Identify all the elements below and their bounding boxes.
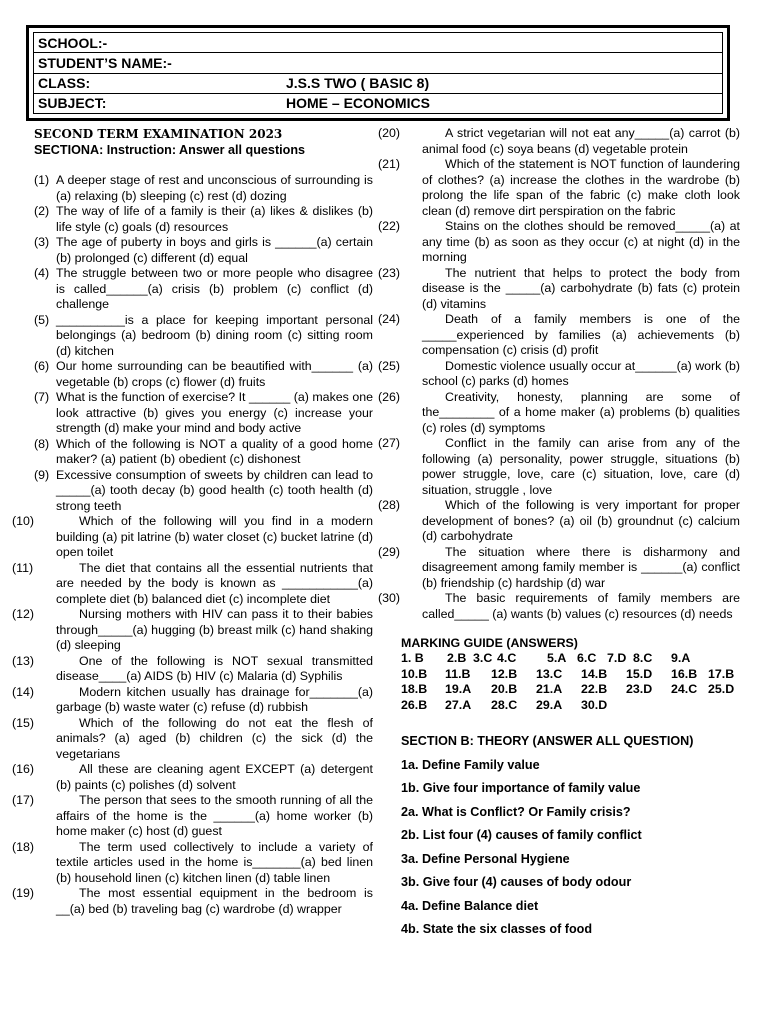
question-item: [378, 312, 740, 359]
answer-key: 19.A: [445, 682, 472, 696]
question-number: (6): [34, 359, 50, 373]
theory-question: 1b. Give four importance of family value: [401, 781, 641, 795]
question-number: (13): [12, 653, 35, 668]
question-item: [12, 684, 373, 716]
question-item: [12, 762, 373, 793]
question-text: Our home surrounding can be beautified with______ (a) vegetable (b) crops (c) flower (d) fruits: [56, 359, 373, 389]
answer-key: 14.B: [581, 666, 608, 681]
question-text: The way of life of a family is their (a) likes & dislikes (b) life style (c) goals (d) resources: [56, 204, 373, 234]
marking-guide-title: MARKING GUIDE (ANSWERS): [401, 636, 578, 650]
school-label: SCHOOL:-: [38, 34, 108, 51]
question-number: (11): [12, 560, 34, 575]
theory-question: 2a. What is Conflict? Or Family crisis?: [401, 804, 631, 819]
answer-key: 30.D: [581, 697, 608, 712]
answer-key: 27.A: [445, 697, 472, 712]
answer-key: 11.B: [445, 666, 471, 681]
question-item: [378, 498, 740, 545]
question-number: (10): [12, 514, 35, 528]
question-text: Domestic violence usually occur at______(a) work (b) school (c) parks (d) homes: [422, 358, 740, 388]
question-list-right: [378, 126, 740, 622]
question-number: (23): [378, 265, 401, 280]
question-item: [12, 607, 373, 654]
answer-key: 12.B: [491, 666, 518, 681]
question-list-left: [12, 173, 373, 917]
question-number: (3): [34, 235, 50, 249]
question-item: [34, 313, 373, 360]
answer-key: 4.C: [497, 651, 517, 665]
question-item: [12, 653, 373, 685]
question-text: __________is a place for keeping important personal belongings (a) bedroom (b) dining room (c) sitting room (d) kitchen: [56, 312, 373, 358]
question-item: [378, 591, 740, 622]
question-text: Which of the statement is NOT function of laundering of clothes? (a) increase the clothes in the wardrobe (b) prolong the life span of the fabric (c) make cloth look clean (d) remove dirt perspiration on the fabric: [422, 157, 740, 218]
question-number: (5): [34, 312, 50, 327]
answer-key: 25.D: [708, 682, 735, 696]
question-number: (19): [12, 886, 35, 900]
question-item: [378, 358, 740, 390]
answer-key: 10.B: [401, 666, 428, 681]
answer-key: 26.B: [401, 697, 428, 712]
theory-question: 3a. Define Personal Hygiene: [401, 851, 570, 866]
left-column: [12, 126, 373, 917]
question-item: [12, 514, 373, 561]
question-item: [12, 839, 373, 887]
question-text: The most essential equipment in the bedroom is __(a) bed (b) traveling bag (c) wardrobe (d) wrapper: [56, 886, 373, 916]
question-item: [12, 560, 373, 608]
answer-key: 13.C: [536, 666, 563, 681]
answer-key: 29.A: [536, 697, 563, 712]
question-item: [34, 173, 373, 204]
section-a-title: SECTIONA: Instruction: Answer all questions: [34, 143, 306, 157]
question-number: (1): [34, 173, 50, 187]
question-number: (18): [12, 839, 35, 854]
question-item: [378, 544, 740, 592]
question-text: Stains on the clothes should be removed_____(a) at any time (b) as soon as they occur (c) at night (d) in the morning: [422, 219, 740, 264]
answer-key: 8.C: [633, 651, 653, 665]
question-number: (28): [378, 498, 401, 512]
question-number: (27): [378, 436, 401, 450]
question-text: Nursing mothers with HIV can pass it to their babies through_____(a) hugging (b) breast milk (c) hand shaking (d) sleeping: [56, 607, 373, 652]
question-item: [34, 235, 373, 266]
question-text: Which of the following is very important for proper development of bones? (a) oil (b) groundnut (c) calcium (d) carbohydrate: [422, 498, 740, 543]
question-number: (17): [12, 793, 35, 807]
question-number: (9): [34, 467, 50, 482]
question-item: [378, 219, 740, 266]
answer-key: 6.C: [577, 651, 597, 665]
section-b-title: SECTION B: THEORY (ANSWER ALL QUESTION): [401, 734, 694, 748]
question-item: [378, 157, 740, 219]
question-text: A strict vegetarian will not eat any_____(a) carrot (b) animal food (c) soya beans (d) vegetable protein: [422, 126, 740, 156]
question-item: [12, 886, 373, 917]
answer-row: [401, 667, 740, 683]
question-text: The basic requirements of family members are called_____ (a) wants (b) values (c) resources (d) needs: [422, 591, 740, 621]
question-item: [34, 390, 373, 437]
student-name-row: [34, 53, 722, 73]
question-item: [12, 715, 373, 763]
question-number: (2): [34, 204, 50, 218]
question-item: [34, 359, 373, 390]
question-text: Creativity, honesty, planning are some of the________ of a home maker (a) problems (b) qualities (c) roles (d) symptoms: [422, 389, 740, 435]
question-text: Death of a family members is one of the _____experienced by families (a) achievements (b) compensation (c) crisis (d) profit: [422, 312, 740, 357]
section-b-list: [401, 757, 740, 938]
marking-guide: [401, 651, 740, 713]
subject-value: HOME – ECONOMICS: [286, 95, 430, 112]
question-text: Which of the following do not eat the flesh of animals? (a) aged (b) children (c) the sick (d) the vegetarians: [56, 715, 373, 761]
question-text: The nutrient that helps to protect the body from disease is the _____(a) carbohydrate (b) fats (c) protein (d) vitamins: [422, 265, 740, 311]
question-number: (20): [378, 126, 401, 140]
answer-key: 5.A: [547, 651, 567, 665]
answer-key: 28.C: [491, 697, 518, 712]
question-text: The term used collectively to include a variety of textile articles used in the home is_______(a) bed linen (b) household linen (c) kitchen linen (d) table linen: [56, 839, 373, 885]
question-number: (29): [378, 544, 401, 559]
question-item: [34, 468, 373, 515]
answer-key: 24.C: [671, 682, 698, 696]
header-box: [26, 25, 730, 121]
question-number: (26): [378, 389, 401, 404]
right-column: [378, 126, 740, 937]
theory-question: 4b. State the six classes of food: [401, 922, 593, 936]
question-item: [378, 265, 740, 313]
answer-key: 18.B: [401, 682, 428, 696]
question-number: (25): [378, 358, 401, 373]
question-text: The age of puberty in boys and girls is ______(a) certain (b) prolonged (c) different (d) equal: [56, 235, 373, 265]
question-number: (14): [12, 684, 35, 699]
answer-key: 17.B: [708, 666, 735, 681]
question-number: (21): [378, 157, 401, 171]
question-number: (22): [378, 219, 401, 233]
theory-question: 1a. Define Family value: [401, 757, 540, 772]
answer-key: 1. B: [401, 651, 424, 665]
theory-question: 3b. Give four (4) causes of body odour: [401, 875, 632, 889]
question-text: A deeper stage of rest and unconscious of surrounding is (a) relaxing (b) sleeping (c) rest (d) dozing: [56, 173, 373, 203]
student-name-label: STUDENT’S NAME:-: [38, 54, 172, 71]
subject-label: SUBJECT:: [38, 95, 107, 112]
subject-row: [34, 94, 722, 114]
question-number: (4): [34, 266, 50, 280]
question-text: All these are cleaning agent EXCEPT (a) detergent (b) paints (c) polishes (d) solvent: [56, 762, 373, 792]
answer-key: 21.A: [536, 682, 563, 696]
class-row: [34, 74, 722, 94]
answer-key: 15.D: [626, 666, 653, 681]
question-item: [378, 126, 740, 157]
question-text: Which of the following is NOT a quality of a good home maker? (a) patient (b) obedient (c) dishonest: [56, 436, 373, 466]
header-table: [33, 32, 723, 114]
answer-row: [401, 651, 740, 667]
question-item: [378, 436, 740, 498]
question-number: (15): [12, 715, 35, 730]
class-value: J.S.S TWO ( BASIC 8): [286, 75, 430, 92]
answer-key: 20.B: [491, 682, 518, 696]
question-text: The diet that contains all the essential nutrients that are needed by the body is known as ___________(a) complete diet (b) balanced diet (c) incomplete diet: [56, 560, 373, 606]
question-number: (7): [34, 390, 50, 404]
question-text: Excessive consumption of sweets by children can lead to _____(a) tooth decay (b) good health (c) tooth health (d) strong teeth: [56, 467, 373, 513]
question-item: [34, 266, 373, 313]
answer-key: 7.D: [607, 651, 627, 665]
answer-key: 22.B: [581, 682, 608, 696]
theory-question: 4a. Define Balance diet: [401, 898, 539, 913]
question-text: The person that sees to the smooth running of all the affairs of the home is the ______(a) home worker (b) home maker (c) host (d) guest: [56, 793, 373, 838]
answer-key: 16.B: [671, 666, 698, 681]
question-text: Which of the following will you find in a modern building (a) pit latrine (b) water closet (c) bucket latrine (d) open toilet: [56, 514, 373, 559]
question-item: [12, 793, 373, 840]
answer-key: 9.A: [671, 651, 691, 665]
answer-row: [401, 682, 740, 698]
question-item: [34, 204, 373, 235]
question-item: [378, 389, 740, 437]
question-text: Modern kitchen usually has drainage for_______(a) garbage (b) waste water (c) refuse (d) rubbish: [56, 684, 373, 714]
question-number: (8): [34, 436, 50, 451]
question-text: The situation where there is disharmony and disagreement among family member is ______(a) conflict (b) friendship (c) hardship (d) war: [422, 544, 740, 590]
theory-question: 2b. List four (4) causes of family conflict: [401, 828, 642, 842]
question-number: (30): [378, 591, 401, 605]
question-item: [34, 437, 373, 468]
question-number: (24): [378, 312, 401, 326]
answer-key: 23.D: [626, 682, 653, 696]
question-number: (12): [12, 607, 35, 621]
school-row: [34, 33, 722, 53]
class-label: CLASS:: [38, 75, 91, 92]
question-number: (16): [12, 762, 35, 776]
question-text: Conflict in the family can arise from any of the following (a) personality, power struggle, situations (b) power struggle, love, care (c) situation, love, care (d) situation, struggle , love: [422, 436, 740, 497]
answer-key: 2.B: [447, 651, 467, 665]
question-text: What is the function of exercise? It ______ (a) makes one look attractive (b) gives you energy (c) increase your strength (d) make your mind and body active: [56, 390, 373, 435]
question-text: One of the following is NOT sexual transmitted disease____(a) AIDS (b) HIV (c) Malaria (d) Syphilis: [56, 653, 373, 683]
question-text: The struggle between two or more people who disagree is called______(a) crisis (b) problem (c) conflict (d) challenge: [56, 266, 373, 311]
exam-title: SECOND TERM EXAMINATION 2023: [34, 127, 283, 141]
answer-row: [401, 698, 740, 714]
answer-key: 3.C: [473, 651, 493, 665]
